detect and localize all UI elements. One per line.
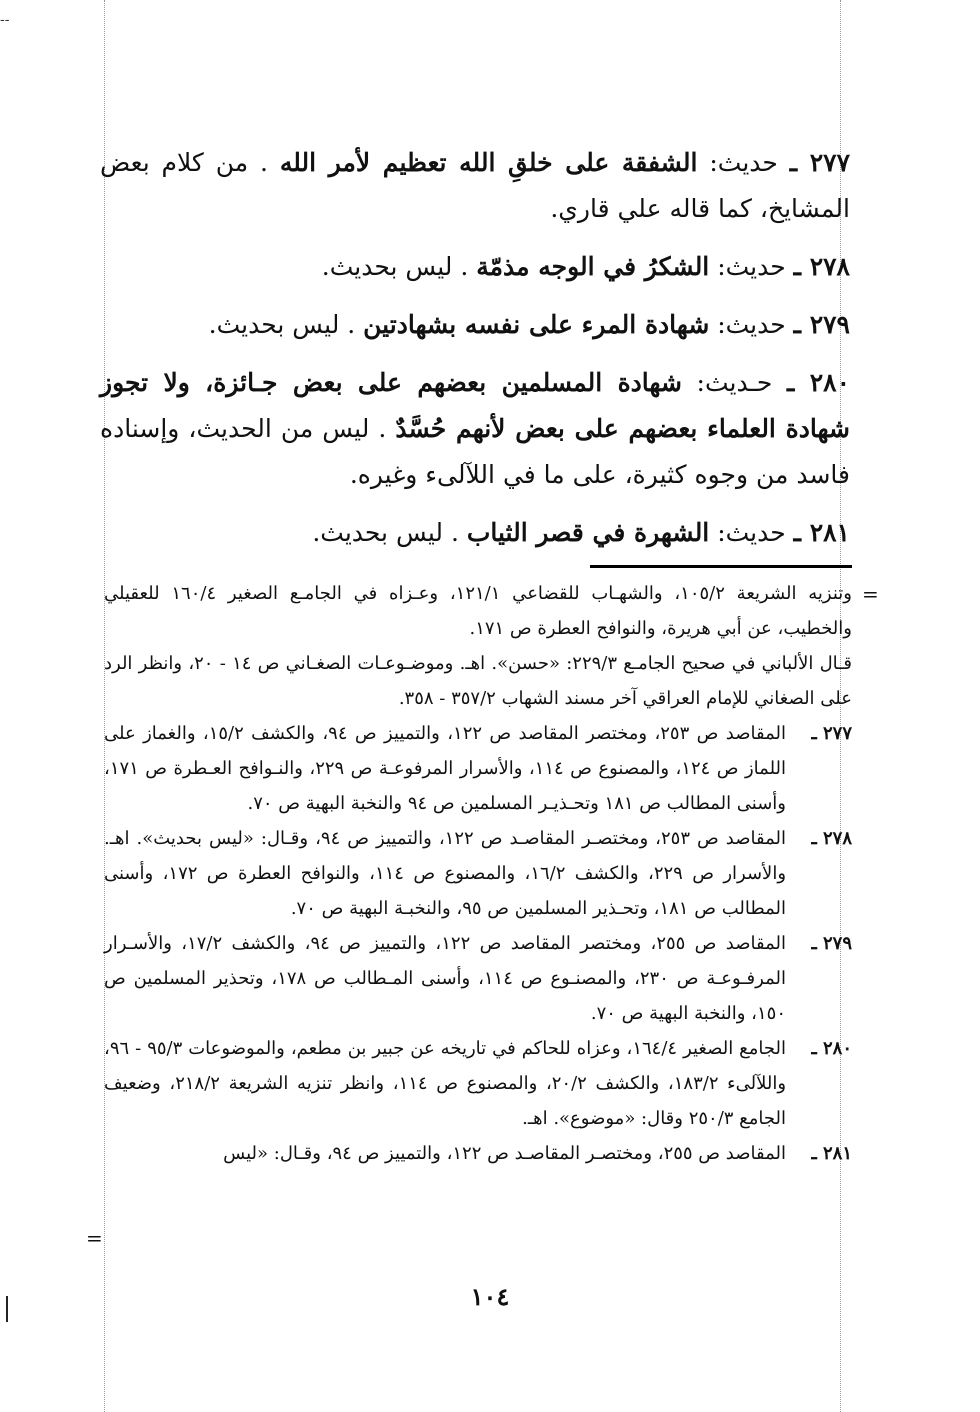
footnote-number: ٢٨٠ ـ (811, 1038, 852, 1059)
footnote-number: ٢٧٨ ـ (811, 828, 852, 849)
footnote (104, 926, 852, 1031)
corner-mark: -- (0, 12, 10, 28)
entry-prefix: حديث: (709, 310, 786, 339)
hadith-entry (100, 244, 850, 290)
continuation-mark-bottom: = (86, 1226, 103, 1250)
entry-number: ٢٨١ ـ (793, 518, 850, 547)
entry-prefix: حـديث: (681, 368, 773, 397)
continuation-mark-top: = (862, 582, 879, 606)
hadith-text: شهادة المرء على نفسه بشهادتين (363, 310, 710, 339)
hadith-text: الشكرُ في الوجه مذمّة (476, 252, 710, 281)
footnote-continuation: وتنزيه الشريعة ١٠٥/٢، والشهـاب للقضاعي ١٢١/١، وعـزاه في الجامـع الصغير ١٦٠/٤ للعقيلي والخطيب، عن أبي هريرة، والنوافح العطرة ص ١٧١. (104, 583, 852, 639)
page-number: ١٠٤ (470, 1282, 510, 1311)
hadith-text: شهادة المسلمين بعضهم على بعض جـائزة، ولا تجوز شهادة العلماء بعضهم على بعض لأنهم حُسَّدٌ (100, 368, 850, 443)
entry-verdict: . ليس بحديث. (208, 310, 356, 339)
entry-verdict: . ليس من الحديث، وإسناده فاسد من وجوه كثيرة، على ما في اللآلىء وغيره. (100, 414, 850, 489)
entry-prefix: حديث: (709, 518, 786, 547)
hadith-entry (100, 302, 850, 348)
entry-prefix: حديث: (709, 252, 786, 281)
footnote-number: ٢٨١ ـ (811, 1143, 852, 1164)
footnotes (104, 576, 852, 1171)
entry-number: ٢٨٠ ـ (787, 368, 851, 397)
hadith-entry (100, 360, 850, 498)
footnote-continuation: قـال الألباني في صحيح الجامـع ٢٢٩/٣: «حسن». اهـ. وموضـوعـات الصغـاني ص ١٤ - ٢٠، وانظر الرد على الصغاني للإمام العراقي آخر مسند الشهاب ٣٥٧/٢ - ٣٥٨. (104, 653, 853, 709)
entry-prefix: حديث: (697, 148, 778, 177)
footnote (104, 821, 852, 926)
footnote (104, 1031, 852, 1136)
footnote-text: المقاصد ص ٢٥٥، ومختصـر المقاصـد ص ١٢٢، والتمييز ص ٩٤، وقـال: «ليس (223, 1143, 786, 1164)
footnote-number: ٢٧٧ ـ (811, 723, 852, 744)
hadith-text: الشهرة في قصر الثياب (466, 518, 710, 547)
footnote-number: ٢٧٩ ـ (811, 933, 852, 954)
footnote-separator (590, 565, 852, 568)
footnote-text: المقاصد ص ٢٥٥، ومختصر المقاصد ص ١٢٢، والتمييز ص ٩٤، والكشف ١٧/٢، والأسـرار المرفـوعـة ص ٢٣٠، والمصنـوع ص ١١٤، وأسنى المـطالب ص ١٧٨، وتحذير المسلمين ص ١٥٠، والنخبة البهية ص ٧٠. (104, 933, 786, 1024)
entry-verdict: . من كلام بعض المشايخ، كما قاله علي قاري. (100, 148, 850, 223)
footnote-text: المقاصد ص ٢٥٣، ومختصـر المقاصـد ص ١٢٢، والتمييز ص ٩٤، وقـال: «ليس بحديث». اهـ. والأسرار ص ٢٢٩، والكشف ١٦/٢، والمصنوع ص ١١٤، والنوافح العطرة ص ١٧٢، وأسنى المطالب ص ١٨١، وتحـذير المسلمين ص ٩٥، والنخبـة البهية ص ٧٠. (104, 828, 787, 919)
footnote (104, 1136, 852, 1171)
footnote (104, 716, 852, 821)
entry-verdict: . ليس بحديث. (321, 252, 469, 281)
main-text (100, 140, 850, 568)
entry-verdict: . ليس بحديث. (312, 518, 459, 547)
footnote-text: المقاصد ص ٢٥٣، ومختصر المقاصد ص ١٢٢، والتمييز ص ٩٤، والكشف ١٥/٢، والغماز على اللماز ص ١٢٤، والمصنوع ص ١١٤، والأسرار المرفوعـة ص ٢٢٩، والنـوافح العـطرة ص ١٧١، وأسنى المطالب ص ١٨١ وتحـذيـر المسلمين ص ٩٤ والنخبة البهية ص ٧٠. (104, 723, 787, 814)
entry-number: ٢٧٩ ـ (793, 310, 850, 339)
entry-number: ٢٧٧ ـ (789, 148, 851, 177)
hadith-text: الشفقة على خلقِ الله تعظيم لأمر الله (279, 148, 698, 177)
hadith-entry (100, 510, 850, 556)
hadith-entry (100, 140, 850, 232)
scan-edge-mark (6, 1296, 8, 1322)
entry-number: ٢٧٨ ـ (793, 252, 850, 281)
footnote-text: الجامع الصغير ١٦٤/٤، وعزاه للحاكم في تاريخه عن جبير بن مطعم، والموضوعات ٩٥/٣ - ٩٦، واللآلىء ١٨٣/٢، والكشف ٢٠/٢، والمصنوع ص ١١٤، وانظر تنزيه الشريعة ٢١٨/٢، وضعيف الجامع ٢٥٠/٣ وقال: «موضوع». اهـ. (104, 1038, 787, 1129)
